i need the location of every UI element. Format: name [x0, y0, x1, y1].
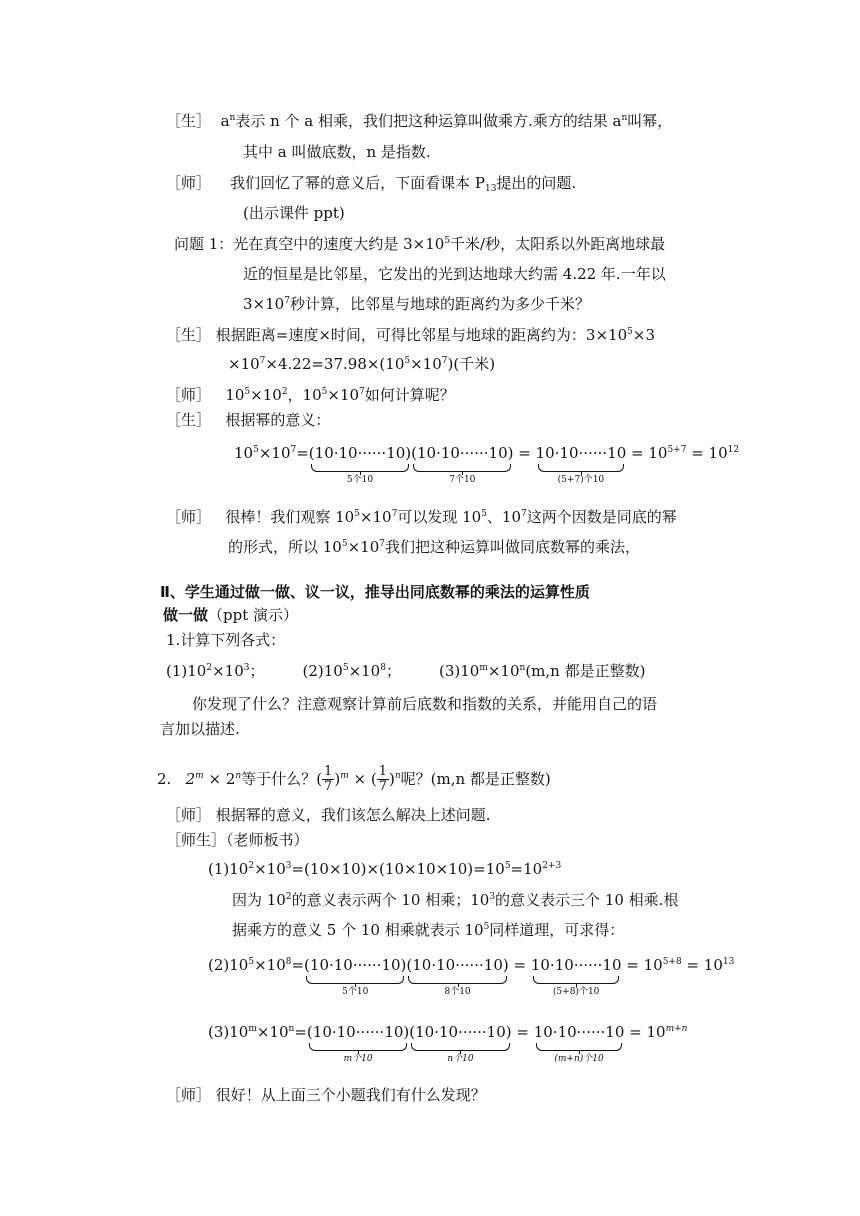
line-same-base-multiplication: 的形式，所以 $10^5\times 10^7$我们把这种运算叫做同底数幂的乘法，	[228, 538, 640, 556]
line-what-found: 你发现了什么？注意观察计算前后底数和指数的关系，并能用自己的语	[192, 695, 658, 713]
speaker-tag: ［师］	[166, 1086, 212, 1104]
line-problem-1-end: $3\times 10^7$秒计算，比邻星与地球的距离约为多少千米？	[243, 295, 590, 313]
line-student-power-definition: ［生］ $a^n$表示 n 个 a 相乘，我们把这种运算叫做乘方.乘方的结果 $a^n$叫幂，	[166, 112, 673, 130]
line-student-meaning: ［生］ 根据幂的意义：	[166, 411, 331, 429]
subheading-try-it: 做一做（ppt 演示）	[163, 606, 299, 624]
exercise-2: $(2)10^5\times 10^8$；	[302, 662, 401, 680]
speaker-tag: ［师生］	[166, 831, 227, 849]
brace-group-1: (10·10······10) 5个10	[308, 444, 412, 485]
line-problem-1: 问题 1：光在真空中的速度大约是 $3\times 10^5$千米/秒，太阳系以外距离地球最	[174, 235, 666, 253]
line-student-distance: ［生］ 根据距离=速度×时间，可得比邻星与地球的距离约为：$3\times 10^5\times 3$	[166, 326, 655, 344]
line-so-obtain: 据乘方的意义 5 个 10 相乘就表示 $10^5$同样道理，可求得：	[232, 921, 625, 939]
line-problem-1-cont: 近的恒星是比邻星，它发出的光到达地球大约需 4.22 年.一年以	[243, 265, 666, 283]
fraction-one-seventh: $\frac{1}{7}$	[378, 764, 387, 795]
brace-group-1: (10·10······10) 5个10	[304, 956, 407, 997]
brace-group-3: 10·10······10 (5+8)个10	[530, 956, 622, 997]
brace-group-3: 10·10······10 (m+n)个10	[533, 1023, 625, 1064]
speaker-tag: ［师］	[166, 806, 212, 824]
speaker-tag: ［师］	[166, 508, 212, 526]
brace-group-2: (10·10······10) 8个10	[406, 956, 509, 997]
line-teacher-solve: ［师］ 根据幂的意义，我们该怎么解决上述问题.	[166, 806, 491, 824]
line-teacher-textbook: ［师］ 我们回忆了幂的意义后，下面看课本 $P_{13}$提出的问题.	[166, 174, 577, 194]
brace-group-2: (10·10······10) 7个10	[411, 444, 514, 485]
brace-group-1: (10·10······10) m个10	[306, 1023, 410, 1064]
line-distance-result: $\times 10^7\times 4.22=37.98\times(10^5\times 10^7)$(千米)	[228, 355, 496, 373]
exercise-3: $(3)10^m\times 10^n(m,n$ 都是正整数)	[438, 662, 646, 680]
equation-10-5-times-10-7: $10^5\times 10^7=(10\cdot 10\cdot\cdot\cdot\cdot\cdot\cdot 10)$ 5个10 (10·10······10) 7个10 = 10·10······10 (5+7)个10 = $10^{5+7} = 10^{12}$	[234, 444, 740, 485]
line-compute-following: 1.计算下列各式：	[166, 631, 286, 649]
line-step-1: $(1)10^2\times 10^3=(10\times 10)\times(10\times 10\times 10)=10^5=10^{2+3}$	[208, 860, 562, 878]
equation-step-2: $(2)10^5\times 10^8=(10\cdot 10\cdot\cdot\cdot\cdot\cdot\cdot 10)$ 5个10 (10·10······10) 8个10 = 10·10······10 (5+8)个10 = $10^{5+8} = 10^{13}$	[208, 956, 735, 997]
speaker-tag: ［生］	[166, 326, 212, 344]
brace-group-2: (10·10······10) n个10	[409, 1023, 512, 1064]
equation-step-3: $(3)10^m\times 10^n=(10\cdot 10\cdot\cdot\cdot\cdot\cdot\cdot 10)$ m个10 (10·10······10) n个10 = 10·10······10 (m+n)个10 = $10^{m+n}$	[208, 1023, 688, 1064]
line-teacher-board: ［师生］（老师板书）	[166, 831, 309, 849]
speaker-tag: ［生］	[166, 411, 212, 429]
line-because: 因为 $10^2$的意义表示两个 10 相乘；$10^3$的意义表示三个 10 相乘.根	[232, 891, 679, 909]
line-show-ppt: (出示课件 ppt)	[243, 204, 345, 222]
line-teacher-discovery: ［师］ 很好！从上面三个小题我们有什么发现？	[166, 1086, 486, 1104]
exercise-1: $(1)10^2\times 10^3$；	[166, 662, 265, 680]
line-exercises	[166, 664, 645, 679]
line-teacher-observe: ［师］ 很棒！我们观察 $10^5\times 10^7$可以发现 $10^5$、$10^7$这两个因数是同底的幂	[166, 508, 677, 526]
speaker-tag: ［师］	[166, 174, 212, 192]
fraction-one-seventh: $\frac{1}{7}$	[324, 764, 333, 795]
section-heading: Ⅱ、学生通过做一做、议一议，推导出同底数幂的乘法的运算性质	[160, 583, 590, 601]
speaker-tag: ［生］	[166, 112, 212, 130]
speaker-tag: ［师］	[166, 386, 212, 404]
line-teacher-question: ［师］ $10^5\times 10^2$，$10^5\times 10^7$如何计算呢？	[166, 386, 455, 404]
line-question-2: 2. $2^m \times 2^n$等于什么？( $\frac{1}{7}$ )$^m$ × ( $\frac{1}{7}$ )$^n$呢？(m,n 都是正整数)	[157, 764, 551, 795]
brace-group-3: 10·10······10 (5+7)个10	[535, 444, 627, 485]
line-describe: 言加以描述.	[160, 720, 240, 738]
line-base-exponent: 其中 a 叫做底数，n 是指数.	[243, 143, 431, 161]
